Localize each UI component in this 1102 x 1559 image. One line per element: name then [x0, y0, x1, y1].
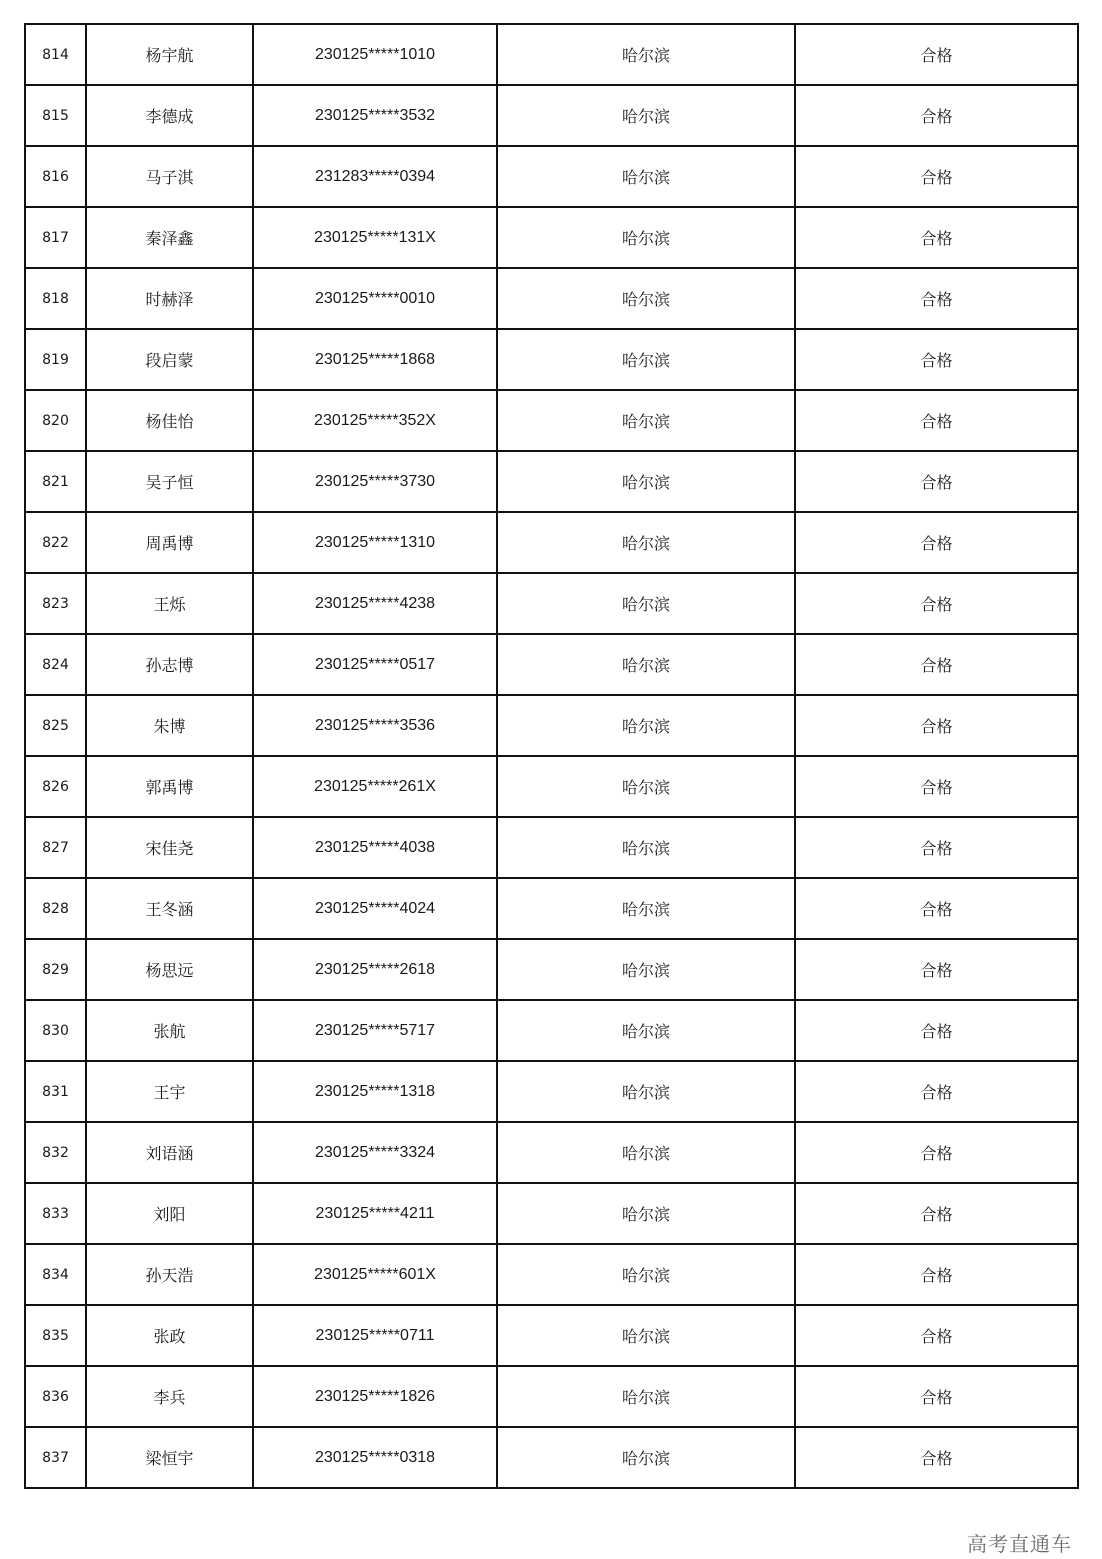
table-row [25, 1122, 1078, 1183]
id-number-cell: 230125*****3324 [253, 1122, 497, 1183]
name-cell: 刘语涵 [86, 1122, 253, 1183]
city-cell: 哈尔滨 [497, 939, 795, 1000]
row-number-cell: 825 [25, 695, 86, 756]
city-cell: 哈尔滨 [497, 1000, 795, 1061]
id-number-cell: 230125*****601X [253, 1244, 497, 1305]
row-number-cell: 823 [25, 573, 86, 634]
city-cell: 哈尔滨 [497, 390, 795, 451]
name-cell: 朱博 [86, 695, 253, 756]
city-cell: 哈尔滨 [497, 24, 795, 85]
id-number-cell: 230125*****1310 [253, 512, 497, 573]
table-row [25, 1366, 1078, 1427]
row-number-cell: 831 [25, 1061, 86, 1122]
result-cell: 合格 [795, 146, 1078, 207]
city-cell: 哈尔滨 [497, 1427, 795, 1488]
row-number-cell: 830 [25, 1000, 86, 1061]
result-cell: 合格 [795, 268, 1078, 329]
result-cell: 合格 [795, 207, 1078, 268]
table-row [25, 390, 1078, 451]
city-cell: 哈尔滨 [497, 634, 795, 695]
name-cell: 秦泽鑫 [86, 207, 253, 268]
row-number-cell: 816 [25, 146, 86, 207]
row-number-cell: 815 [25, 85, 86, 146]
name-cell: 杨佳怡 [86, 390, 253, 451]
row-number-cell: 836 [25, 1366, 86, 1427]
row-number-cell: 827 [25, 817, 86, 878]
id-number-cell: 230125*****3536 [253, 695, 497, 756]
row-number-cell: 822 [25, 512, 86, 573]
city-cell: 哈尔滨 [497, 268, 795, 329]
row-number-cell: 832 [25, 1122, 86, 1183]
id-number-cell: 230125*****3730 [253, 451, 497, 512]
id-number-cell: 230125*****4038 [253, 817, 497, 878]
row-number-cell: 829 [25, 939, 86, 1000]
id-number-cell: 230125*****1826 [253, 1366, 497, 1427]
result-cell: 合格 [795, 756, 1078, 817]
result-cell: 合格 [795, 1244, 1078, 1305]
city-cell: 哈尔滨 [497, 573, 795, 634]
table-row [25, 695, 1078, 756]
name-cell: 王宇 [86, 1061, 253, 1122]
name-cell: 吴子恒 [86, 451, 253, 512]
city-cell: 哈尔滨 [497, 207, 795, 268]
result-cell: 合格 [795, 24, 1078, 85]
name-cell: 王烁 [86, 573, 253, 634]
id-number-cell: 231283*****0394 [253, 146, 497, 207]
row-number-cell: 826 [25, 756, 86, 817]
city-cell: 哈尔滨 [497, 1366, 795, 1427]
table-row [25, 329, 1078, 390]
table-row [25, 1427, 1078, 1488]
row-number-cell: 828 [25, 878, 86, 939]
city-cell: 哈尔滨 [497, 146, 795, 207]
city-cell: 哈尔滨 [497, 817, 795, 878]
id-number-cell: 230125*****2618 [253, 939, 497, 1000]
name-cell: 杨思远 [86, 939, 253, 1000]
row-number-cell: 835 [25, 1305, 86, 1366]
city-cell: 哈尔滨 [497, 1122, 795, 1183]
name-cell: 周禹博 [86, 512, 253, 573]
city-cell: 哈尔滨 [497, 329, 795, 390]
table-row [25, 939, 1078, 1000]
city-cell: 哈尔滨 [497, 756, 795, 817]
name-cell: 刘阳 [86, 1183, 253, 1244]
city-cell: 哈尔滨 [497, 695, 795, 756]
table-row [25, 634, 1078, 695]
name-cell: 孙天浩 [86, 1244, 253, 1305]
result-cell: 合格 [795, 1122, 1078, 1183]
name-cell: 杨宇航 [86, 24, 253, 85]
city-cell: 哈尔滨 [497, 878, 795, 939]
id-number-cell: 230125*****3532 [253, 85, 497, 146]
id-number-cell: 230125*****0517 [253, 634, 497, 695]
city-cell: 哈尔滨 [497, 1183, 795, 1244]
row-number-cell: 834 [25, 1244, 86, 1305]
table-row [25, 1305, 1078, 1366]
city-cell: 哈尔滨 [497, 451, 795, 512]
table-row [25, 85, 1078, 146]
result-cell: 合格 [795, 85, 1078, 146]
result-cell: 合格 [795, 939, 1078, 1000]
name-cell: 孙志博 [86, 634, 253, 695]
city-cell: 哈尔滨 [497, 1061, 795, 1122]
table-row [25, 573, 1078, 634]
city-cell: 哈尔滨 [497, 1244, 795, 1305]
id-number-cell: 230125*****131X [253, 207, 497, 268]
table-row [25, 1061, 1078, 1122]
result-cell: 合格 [795, 573, 1078, 634]
id-number-cell: 230125*****0318 [253, 1427, 497, 1488]
name-cell: 段启蒙 [86, 329, 253, 390]
name-cell: 李兵 [86, 1366, 253, 1427]
result-cell: 合格 [795, 695, 1078, 756]
table-row [25, 1183, 1078, 1244]
table-row [25, 451, 1078, 512]
row-number-cell: 837 [25, 1427, 86, 1488]
row-number-cell: 821 [25, 451, 86, 512]
name-cell: 张航 [86, 1000, 253, 1061]
result-cell: 合格 [795, 1061, 1078, 1122]
result-cell: 合格 [795, 1000, 1078, 1061]
row-number-cell: 824 [25, 634, 86, 695]
result-cell: 合格 [795, 1183, 1078, 1244]
name-cell: 时赫泽 [86, 268, 253, 329]
result-cell: 合格 [795, 512, 1078, 573]
table-row [25, 756, 1078, 817]
row-number-cell: 820 [25, 390, 86, 451]
table-row [25, 878, 1078, 939]
row-number-cell: 814 [25, 24, 86, 85]
result-cell: 合格 [795, 390, 1078, 451]
table-row [25, 512, 1078, 573]
row-number-cell: 817 [25, 207, 86, 268]
city-cell: 哈尔滨 [497, 1305, 795, 1366]
name-cell: 李德成 [86, 85, 253, 146]
row-number-cell: 818 [25, 268, 86, 329]
table-row [25, 146, 1078, 207]
watermark-text: 高考直通车 [967, 1532, 1072, 1556]
name-cell: 宋佳尧 [86, 817, 253, 878]
result-cell: 合格 [795, 878, 1078, 939]
city-cell: 哈尔滨 [497, 512, 795, 573]
result-cell: 合格 [795, 1305, 1078, 1366]
roster-table [24, 23, 1079, 1489]
row-number-cell: 833 [25, 1183, 86, 1244]
name-cell: 梁恒宇 [86, 1427, 253, 1488]
id-number-cell: 230125*****1010 [253, 24, 497, 85]
result-cell: 合格 [795, 329, 1078, 390]
table-row [25, 24, 1078, 85]
table-row [25, 1000, 1078, 1061]
id-number-cell: 230125*****1868 [253, 329, 497, 390]
table-row [25, 207, 1078, 268]
roster-table-body [25, 24, 1078, 1488]
id-number-cell: 230125*****1318 [253, 1061, 497, 1122]
result-cell: 合格 [795, 1427, 1078, 1488]
id-number-cell: 230125*****261X [253, 756, 497, 817]
row-number-cell: 819 [25, 329, 86, 390]
result-cell: 合格 [795, 634, 1078, 695]
city-cell: 哈尔滨 [497, 85, 795, 146]
name-cell: 王冬涵 [86, 878, 253, 939]
table-row [25, 268, 1078, 329]
result-cell: 合格 [795, 817, 1078, 878]
id-number-cell: 230125*****352X [253, 390, 497, 451]
name-cell: 张政 [86, 1305, 253, 1366]
table-row [25, 1244, 1078, 1305]
name-cell: 郭禹博 [86, 756, 253, 817]
id-number-cell: 230125*****4238 [253, 573, 497, 634]
id-number-cell: 230125*****4024 [253, 878, 497, 939]
result-cell: 合格 [795, 451, 1078, 512]
id-number-cell: 230125*****0711 [253, 1305, 497, 1366]
id-number-cell: 230125*****5717 [253, 1000, 497, 1061]
table-row [25, 817, 1078, 878]
name-cell: 马子淇 [86, 146, 253, 207]
result-cell: 合格 [795, 1366, 1078, 1427]
id-number-cell: 230125*****4211 [253, 1183, 497, 1244]
id-number-cell: 230125*****0010 [253, 268, 497, 329]
